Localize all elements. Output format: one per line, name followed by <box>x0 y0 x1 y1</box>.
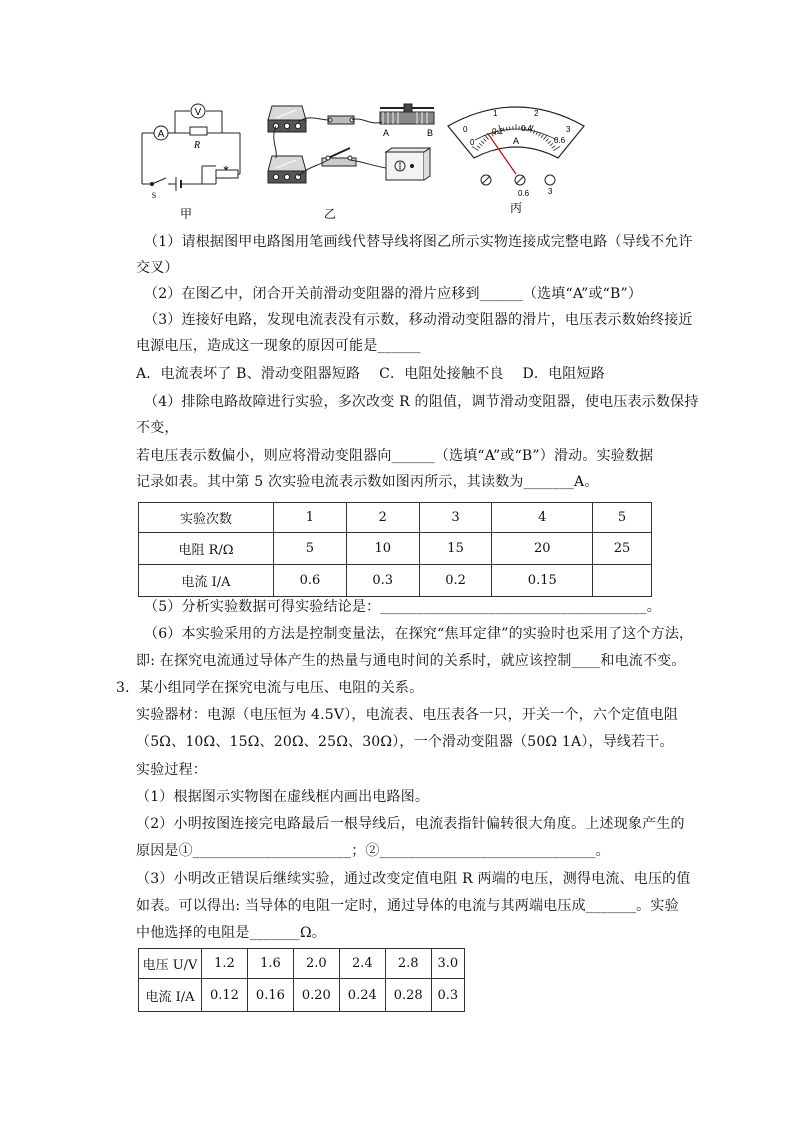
figure-jia-label: 甲 <box>179 207 193 220</box>
table-row <box>139 949 465 979</box>
table-cell: 3 <box>419 503 492 533</box>
problem-3-step-3-line-2: 如表。可以得出: 当导体的电阻一定时，通过导体的电流与其两端电压成_______。实验 <box>136 898 679 914</box>
table-cell: 0.28 <box>385 979 431 1012</box>
problem-3-process-heading: 实验过程： <box>136 762 207 778</box>
table-cell: 20 <box>492 533 593 565</box>
terminal-3-label: 3 <box>548 187 553 196</box>
question-4-line-1: （4）排除电路故障进行实验，多次改变 R 的阻值，调节滑动变阻器，使电压表示数保持 <box>144 394 699 410</box>
table-cell: 2.4 <box>339 949 385 979</box>
table-cell: 5 <box>593 503 652 533</box>
question-3-line-1: （3）连接好电路，发现电流表没有示数，移动滑动变阻器的滑片，电压表示数始终接近 <box>144 312 693 328</box>
dial-unit-label: A <box>513 136 520 146</box>
ammeter-dial <box>448 107 584 185</box>
table-cell: 0.6 <box>274 565 347 597</box>
scale-top-3: 3 <box>566 125 571 134</box>
table-cell: 电流 I/A <box>139 565 274 597</box>
table-cell <box>593 565 652 597</box>
table-cell: 2.0 <box>293 949 339 979</box>
table-row <box>139 533 652 565</box>
table-row <box>139 565 652 597</box>
rheostat-terminal-b: B <box>427 128 434 138</box>
table-cell: 0.16 <box>247 979 293 1012</box>
resistor-label: R <box>193 140 201 151</box>
problem-3-step-3-line-1: （3）小明改正错误后继续实验，通过改变定值电阻 R 两端的电压，测得电流、电压的值 <box>136 871 691 887</box>
problem-3-equipment-line-2: （5Ω、10Ω、15Ω、20Ω、25Ω、30Ω），一个滑动变阻器（50Ω 1A），导线若干。 <box>136 734 674 750</box>
switch-label: S <box>151 191 157 200</box>
problem-3-title: 3．某小组同学在探究电流与电压、电阻的关系。 <box>116 680 424 696</box>
scale-bottom-2: 0.4 <box>521 124 533 133</box>
voltage-current-table <box>138 948 465 1012</box>
question-4-line-4: 记录如表。其中第 5 次实验电流表示数如图丙所示，其读数为_______A。 <box>136 474 599 490</box>
table-cell: 0.15 <box>492 565 593 597</box>
problem-3-step-2-line-1: （2）小明按图连接完电路最后一根导线后，电流表指针偏转很大角度。上述现象产生的 <box>136 816 685 832</box>
table-cell: 0.12 <box>202 979 248 1012</box>
battery-box <box>386 148 430 180</box>
question-4-line-3: 若电压表示数偏小，则应将滑动变阻器向______（选填“A”或“B”）滑动。实验数据 <box>136 448 654 464</box>
question-4-line-2: 不变， <box>136 420 179 436</box>
voltmeter-device <box>268 106 306 132</box>
table-cell: 电压 U/V <box>139 949 202 979</box>
question-6-line-2: 即: 在探究电流通过导体产生的热量与通电时间的关系时，就应该控制____和电流不变。 <box>136 653 686 669</box>
table-cell: 2 <box>346 503 419 533</box>
resistor-symbol <box>190 127 207 135</box>
apparatus-figure <box>268 104 434 183</box>
question-1-line-1: （1）请根据图甲电路图用笔画线代替导线将图乙所示实物连接成完整电路（导线不允许 <box>144 234 693 250</box>
dial-tick <box>510 126 511 130</box>
problem-3-equipment-line-1: 实验器材：电源（电压恒为 4.5V），电流表、电压表各一只，开关一个，六个定值电阻 <box>136 707 679 723</box>
figures-svg <box>130 96 690 220</box>
table-cell: 电流 I/A <box>139 979 202 1012</box>
table-cell: 10 <box>346 533 419 565</box>
question-6-line-1: （6）本实验采用的方法是控制变量法，在探究“焦耳定律”的实验时也采用了这个方法， <box>144 626 694 642</box>
table-cell: 电阻 R/Ω <box>139 533 274 565</box>
question-5: （5）分析实验数据可得实验结论是：_____________________________________。 <box>144 599 661 615</box>
question-2: （2）在图乙中，闭合开关前滑动变阻器的滑片应移到______（选填“A”或“B”） <box>144 286 643 302</box>
rheostat-terminal-a: A <box>383 128 390 138</box>
problem-3-step-2-line-2: 原因是①______________________；②______________________________。 <box>136 843 610 859</box>
table-cell: 3.0 <box>431 949 464 979</box>
scale-bottom-0: 0 <box>470 138 475 147</box>
scale-bottom-3: 0.6 <box>554 136 566 145</box>
table-cell: 15 <box>419 533 492 565</box>
scale-top-2: 2 <box>534 109 539 118</box>
table-cell: 2.8 <box>385 949 431 979</box>
question-3-line-2: 电源电压，造成这一现象的原因可能是______ <box>136 338 421 354</box>
circuit-diagram <box>142 111 240 191</box>
figures-row <box>130 96 690 220</box>
table-cell: 0.20 <box>293 979 339 1012</box>
table-cell: 1.2 <box>202 949 248 979</box>
table-row <box>139 979 465 1012</box>
table-cell: 0.2 <box>419 565 492 597</box>
terminal-06-label: 0.6 <box>518 189 530 198</box>
table-cell: 25 <box>593 533 652 565</box>
scale-top-1: 1 <box>493 109 498 118</box>
table-cell: 4 <box>492 503 593 533</box>
figure-yi-label: 乙 <box>323 207 337 220</box>
problem-3-step-1: （1）根据图示实物图在虚线框内画出电路图。 <box>136 789 430 805</box>
table-cell: 0.24 <box>339 979 385 1012</box>
table-cell: 5 <box>274 533 347 565</box>
table-row <box>139 503 652 533</box>
table-cell: 1.6 <box>247 949 293 979</box>
problem-3-step-3-line-3: 中他选择的电阻是_______Ω。 <box>136 925 327 941</box>
experiment-table <box>138 502 652 597</box>
table-cell: 1 <box>274 503 347 533</box>
rheostat-device <box>380 104 434 124</box>
figure-bing-label: 丙 <box>509 201 523 215</box>
question-3-options: A．电流表坏了 B、滑动变阻器短路 C．电阻处接触不良 D．电阻短路 <box>136 366 605 382</box>
table-cell: 0.3 <box>431 979 464 1012</box>
ammeter-device <box>268 156 306 183</box>
switch-device <box>322 148 356 166</box>
ammeter-label: A <box>157 129 165 140</box>
voltmeter-label: V <box>194 107 202 118</box>
table-cell: 实验次数 <box>139 503 274 533</box>
resistor-device <box>328 116 354 124</box>
table-cell: 0.3 <box>346 565 419 597</box>
question-1-line-2: 交叉） <box>136 260 179 276</box>
scale-bottom-1: 0.2 <box>492 127 504 136</box>
scale-top-0: 0 <box>463 125 468 134</box>
